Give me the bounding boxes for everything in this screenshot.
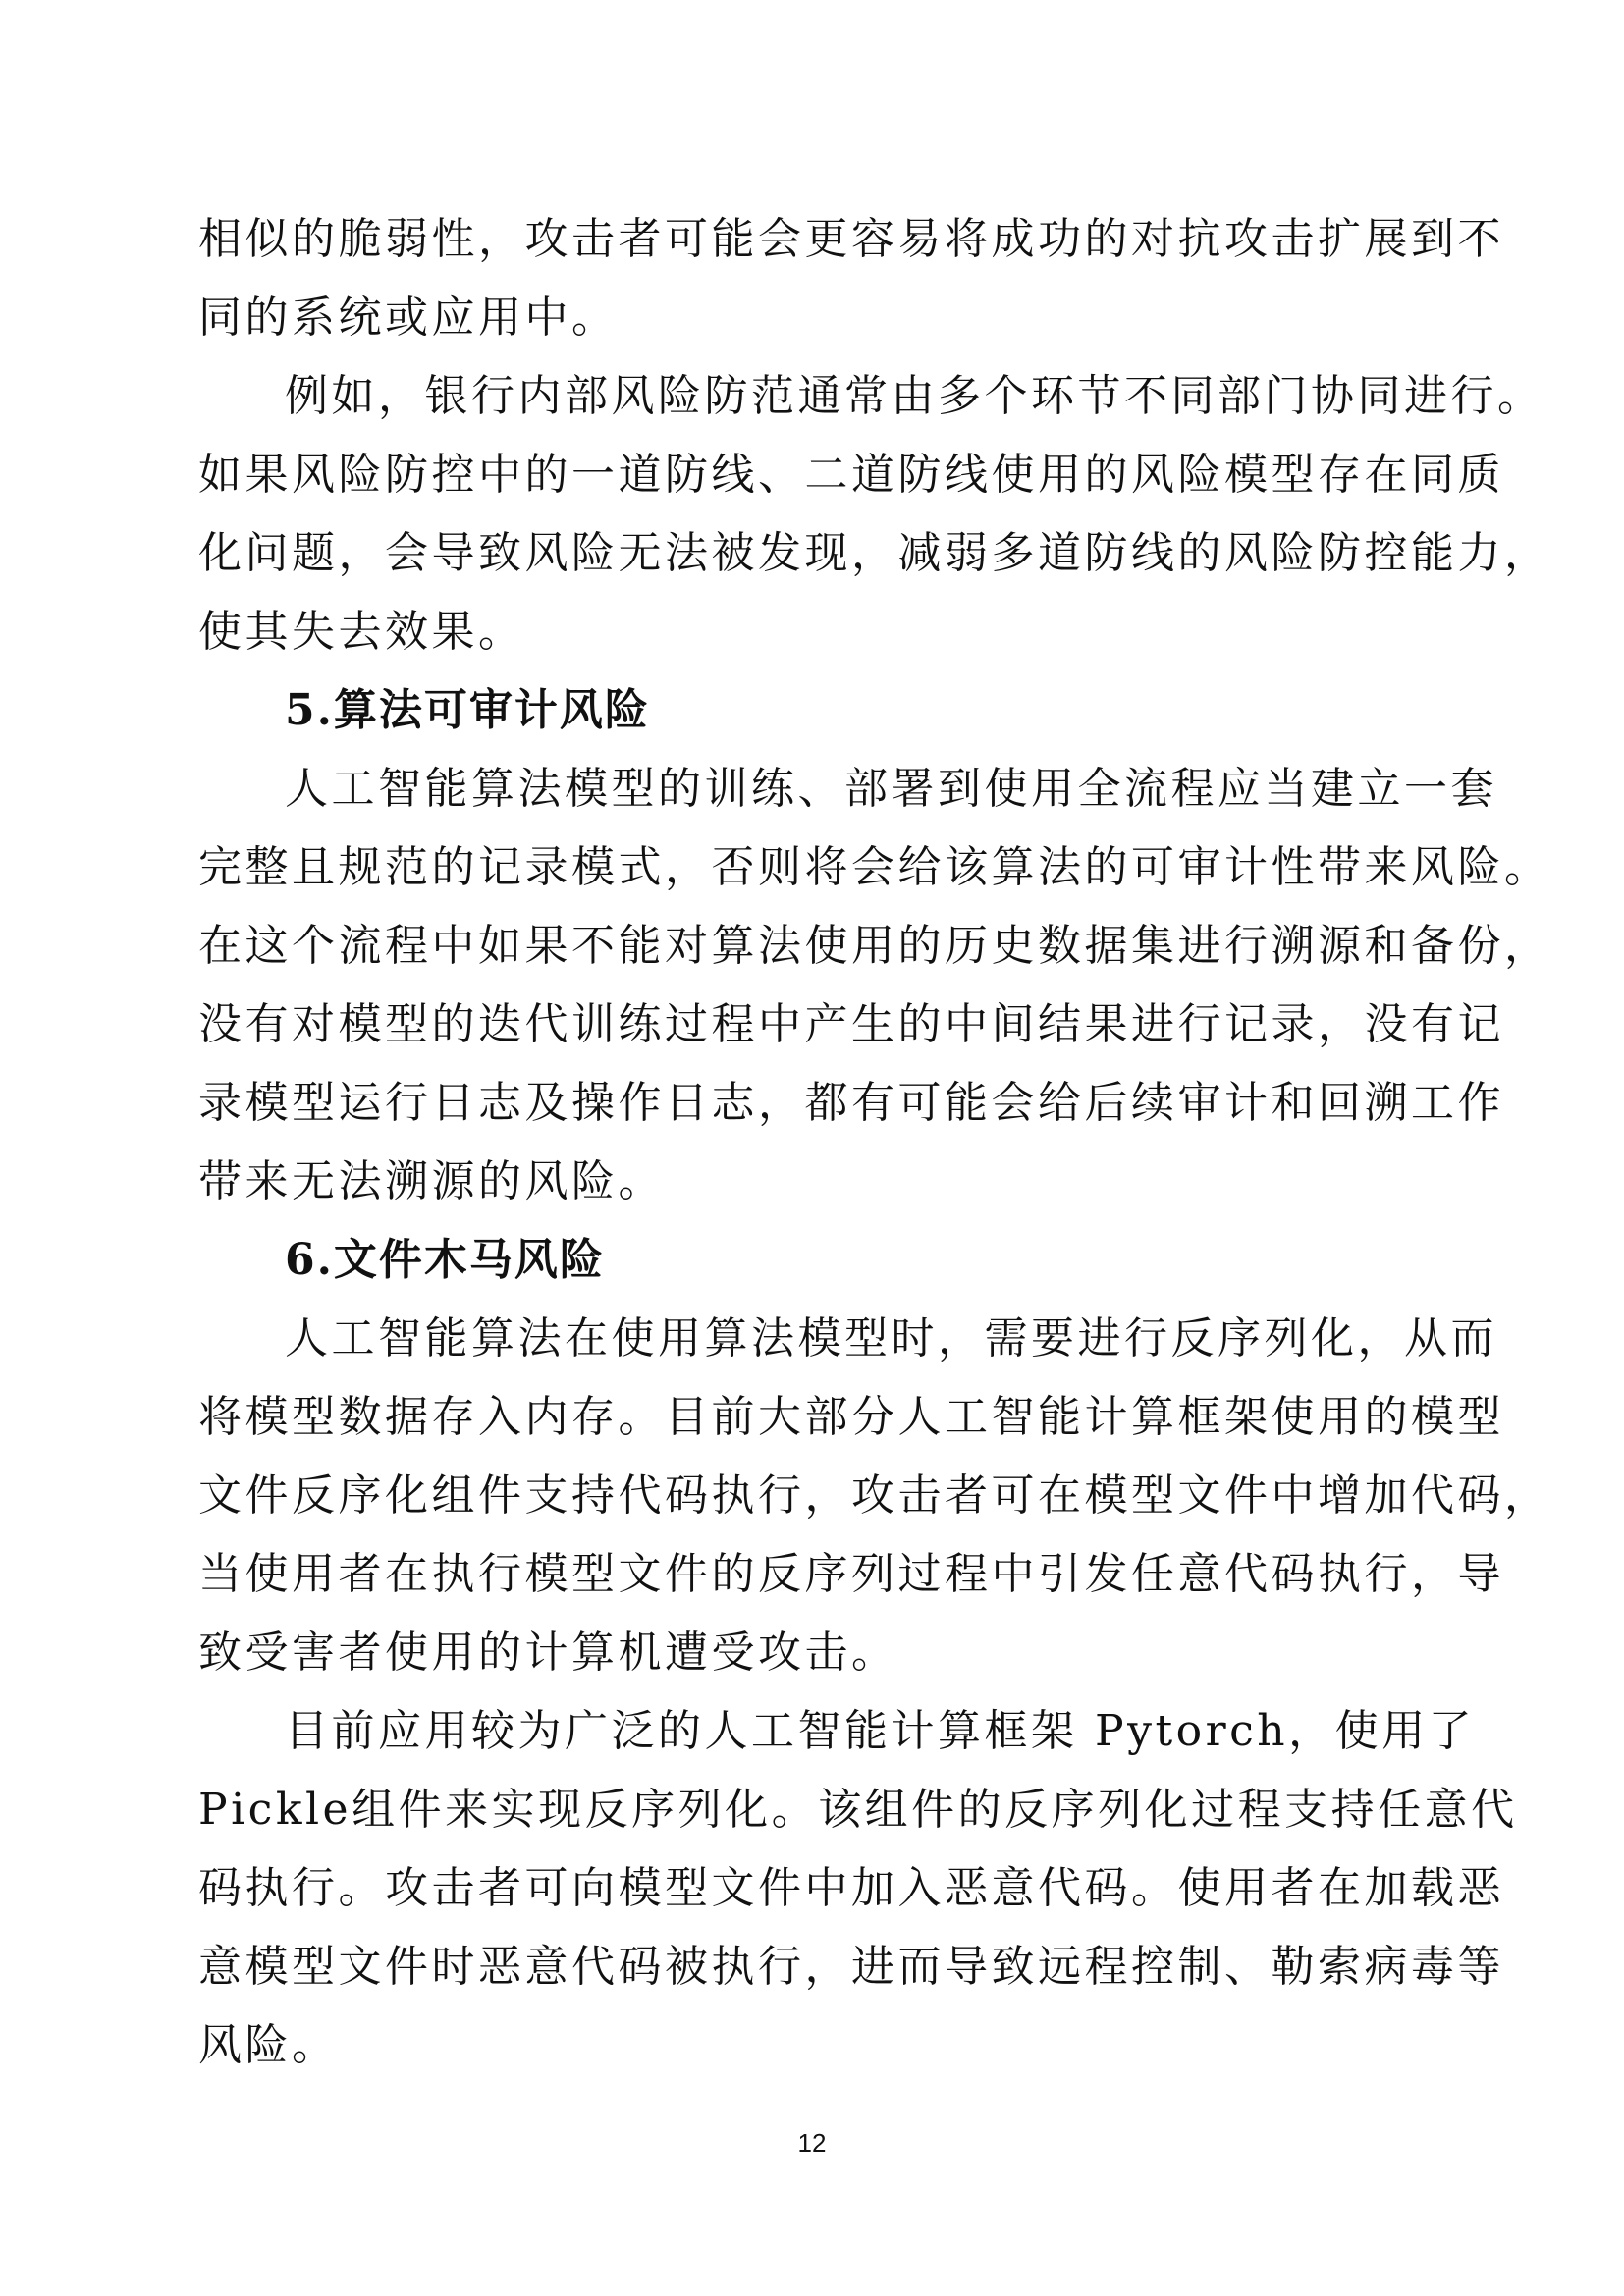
paragraph-line: Pickle组件来实现反序列化。该组件的反序列化过程支持任意代: [198, 1785, 1518, 1835]
paragraph-line: 在这个流程中如果不能对算法使用的历史数据集进行溯源和备份，: [198, 921, 1551, 971]
paragraph-line: 使其失去效果。: [198, 607, 525, 657]
section-heading-6: 6.文件木马风险: [285, 1235, 605, 1285]
paragraph-line: 如果风险防控中的一道防线、二道防线使用的风险模型存在同质: [198, 450, 1504, 500]
paragraph-line: 致受害者使用的计算机遭受攻击。: [198, 1628, 898, 1678]
paragraph-line: 例如，银行内部风险防范通常由多个环节不同部门协同进行。: [285, 371, 1544, 421]
paragraph-line: 完整且规范的记录模式，否则将会给该算法的可审计性带来风险。: [198, 842, 1551, 892]
paragraph-line: 人工智能算法在使用算法模型时，需要进行反序列化，从而: [285, 1313, 1497, 1363]
paragraph-line: 风险。: [198, 2020, 339, 2070]
paragraph-line: 带来无法溯源的风险。: [198, 1156, 665, 1206]
paragraph-line: 文件反序化组件支持代码执行，攻击者可在模型文件中增加代码，: [198, 1470, 1551, 1521]
paragraph-line: 将模型数据存入内存。目前大部分人工智能计算框架使用的模型: [198, 1392, 1504, 1442]
paragraph-line: 人工智能算法模型的训练、部署到使用全流程应当建立一套: [285, 764, 1497, 814]
paragraph-line: 意模型文件时恶意代码被执行，进而导致远程控制、勒索病毒等: [198, 1942, 1504, 1992]
paragraph-line: 目前应用较为广泛的人工智能计算框架 Pytorch，使用了: [285, 1706, 1476, 1756]
paragraph-line: 录模型运行日志及操作日志，都有可能会给后续审计和回溯工作: [198, 1078, 1504, 1128]
paragraph-line: 当使用者在执行模型文件的反序列过程中引发任意代码执行，导: [198, 1549, 1504, 1599]
paragraph-line: 没有对模型的迭代训练过程中产生的中间结果进行记录，没有记: [198, 999, 1504, 1049]
paragraph-line: 码执行。攻击者可向模型文件中加入恶意代码。使用者在加载恶: [198, 1863, 1504, 1913]
paragraph-line: 同的系统或应用中。: [198, 293, 619, 343]
paragraph-line: 化问题，会导致风险无法被发现，减弱多道防线的风险防控能力，: [198, 528, 1551, 578]
page-number: 12: [797, 2128, 827, 2158]
section-heading-5: 5.算法可审计风险: [285, 685, 650, 735]
paragraph-line: 相似的脆弱性，攻击者可能会更容易将成功的对抗攻击扩展到不: [198, 214, 1504, 264]
